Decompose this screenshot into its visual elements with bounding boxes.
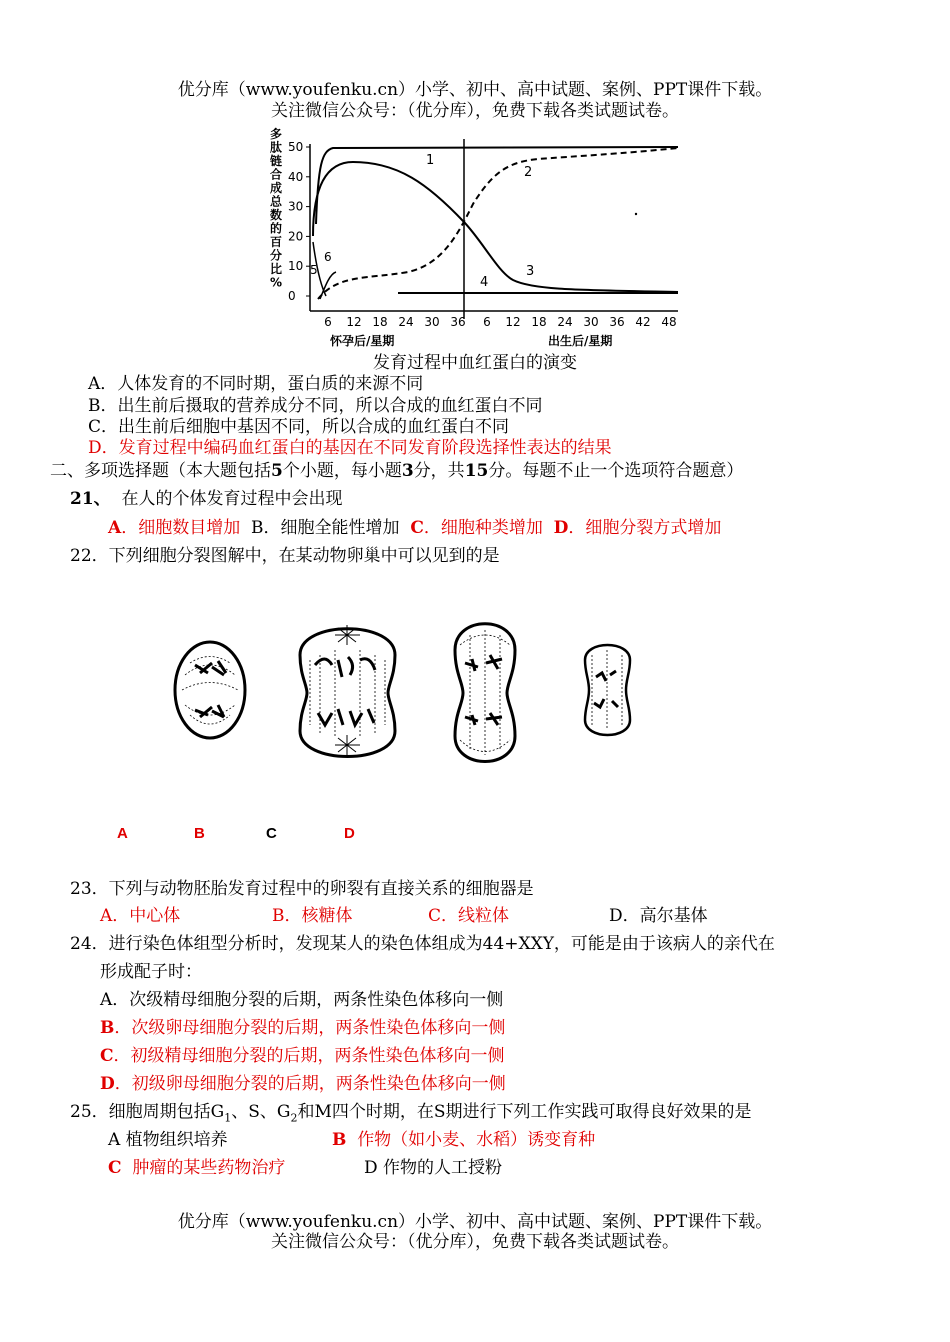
xlabel-after: 出生后/星期 xyxy=(548,334,613,348)
q23-option-a: A．中心体 xyxy=(100,906,181,926)
x-after-tick-label: 30 xyxy=(583,315,599,329)
q25-option-a: A 植物组织培养 xyxy=(108,1130,228,1150)
x-after-tick-label: 42 xyxy=(635,315,651,329)
x-before-tick-label: 36 xyxy=(450,315,466,329)
q24-option-c: C．初级精母细胞分裂的后期，两条性染色体移向一侧 xyxy=(100,1046,505,1066)
x-before-tick-label: 24 xyxy=(398,315,414,329)
chart-title: 发育过程中血红蛋白的演变 xyxy=(373,353,577,373)
q20-option-c: C．出生前后细胞中基因不同，所以合成的血红蛋白不同 xyxy=(88,417,510,437)
q20-option-d: D．发育过程中编码血红蛋白的基因在不同发育阶段选择性表达的结果 xyxy=(88,438,612,458)
y-tick-label: 10 xyxy=(288,259,304,274)
q23-option-b: B．核糖体 xyxy=(272,906,353,926)
footer-line-1: 优分库（www.youfenku.cn）小学、初中、高中试题、案例、PPT课件下载。 xyxy=(177,1212,773,1232)
x-after-tick-label: 48 xyxy=(661,315,677,329)
x-after-tick-label: 12 xyxy=(505,315,521,329)
q25-stem: 25．细胞周期包括$G_1$、S、$G_2$和M四个时期，在S期进行下列工作实践可取得良好效果的是 xyxy=(70,1102,752,1125)
y-tick-label: 0 xyxy=(288,289,296,303)
x-after-tick-label: 36 xyxy=(609,315,625,329)
series-1-top xyxy=(316,147,678,224)
q24-option-b: B．次级卵母细胞分裂的后期，两条性染色体移向一侧 xyxy=(100,1018,506,1038)
q23-stem: 23．下列与动物胚胎发育过程中的卵裂有直接关系的细胞器是 xyxy=(70,879,534,899)
q20-option-a: A．人体发育的不同时期，蛋白质的来源不同 xyxy=(88,374,424,394)
footer-line-2: 关注微信公众号：（优分库），免费下载各类试题试卷。 xyxy=(271,1232,679,1252)
x-before-tick-label: 6 xyxy=(324,315,332,329)
cell-d-drawing xyxy=(585,645,630,735)
q20-option-b: B．出生前后摄取的营养成分不同，所以合成的血红蛋白不同 xyxy=(88,396,543,416)
x-before-tick-label: 12 xyxy=(346,315,362,329)
q25-option-c: C 肿瘤的某些药物治疗 xyxy=(108,1158,286,1178)
x-before-tick-label: 30 xyxy=(424,315,440,329)
header-line-2: 关注微信公众号：（优分库），免费下载各类试题试卷。 xyxy=(271,101,679,121)
q22-label-b: B xyxy=(194,825,205,842)
xlabel-before: 怀孕后/星期 xyxy=(330,334,395,348)
q22-label-a: A xyxy=(117,825,128,842)
x-after-tick-label: 24 xyxy=(557,315,573,329)
y-tick-label: 50 xyxy=(288,140,304,154)
header-line-1: 优分库（www.youfenku.cn）小学、初中、高中试题、案例、PPT课件下载。 xyxy=(177,80,773,100)
q25-option-b: B 作物（如小麦、水稻）诱变育种 xyxy=(332,1130,596,1150)
chart-ylabel: 多肽链合成总数的百分比% xyxy=(270,127,283,290)
q23-option-d: D．高尔基体 xyxy=(609,906,708,926)
q24-option-a: A．次级精母细胞分裂的后期，两条性染色体移向一侧 xyxy=(100,990,504,1010)
q24-stem-2: 形成配子时： xyxy=(100,962,202,982)
q22-label-c: C xyxy=(266,825,277,842)
series-3-curve xyxy=(464,222,678,292)
cell-c-drawing xyxy=(455,624,515,762)
q23-option-c: C．线粒体 xyxy=(428,906,510,926)
series-label-5: 5 xyxy=(310,263,318,277)
x-after-tick-label: 18 xyxy=(531,315,547,329)
q25-option-d: D 作物的人工授粉 xyxy=(364,1158,503,1178)
x-after-tick-label: 6 xyxy=(483,315,491,329)
section2-heading: 二、多项选择题（本大题包括5个小题，每小题3分，共15分。每题不止一个选项符合题意） xyxy=(50,461,744,481)
series-label-3: 3 xyxy=(526,264,535,279)
series-1-curve xyxy=(313,162,464,236)
y-tick-label: 20 xyxy=(288,229,304,244)
q22-label-d: D xyxy=(344,825,355,842)
hemoglobin-chart xyxy=(258,124,698,354)
q22-stem: 22．下列细胞分裂图解中，在某动物卵巢中可以见到的是 xyxy=(70,546,500,566)
q21-options: A．细胞数目增加 B．细胞全能性增加 C．细胞种类增加 D．细胞分裂方式增加 xyxy=(108,518,722,538)
series-label-1: 1 xyxy=(426,153,435,168)
series-2-curve xyxy=(318,148,678,299)
q24-stem-1: 24．进行染色体组型分析时，发现某人的染色体组成为44+XXY，可能是由于该病人的亲代在 xyxy=(70,934,775,954)
cell-b-drawing xyxy=(300,625,395,757)
q21-stem: 21、 在人的个体发育过程中会出现 xyxy=(70,489,343,509)
cell-division-figures xyxy=(160,615,660,765)
series-label-6: 6 xyxy=(324,250,332,264)
x-before-tick-label: 18 xyxy=(372,315,388,329)
series-label-2: 2 xyxy=(524,165,533,180)
series-label-4: 4 xyxy=(480,275,489,290)
y-tick-label: 30 xyxy=(288,199,304,214)
stray-dot xyxy=(635,213,637,215)
y-tick-label: 40 xyxy=(288,169,304,184)
cell-a-drawing xyxy=(175,642,245,738)
q24-option-d: D．初级卵母细胞分裂的后期，两条性染色体移向一侧 xyxy=(100,1074,506,1094)
